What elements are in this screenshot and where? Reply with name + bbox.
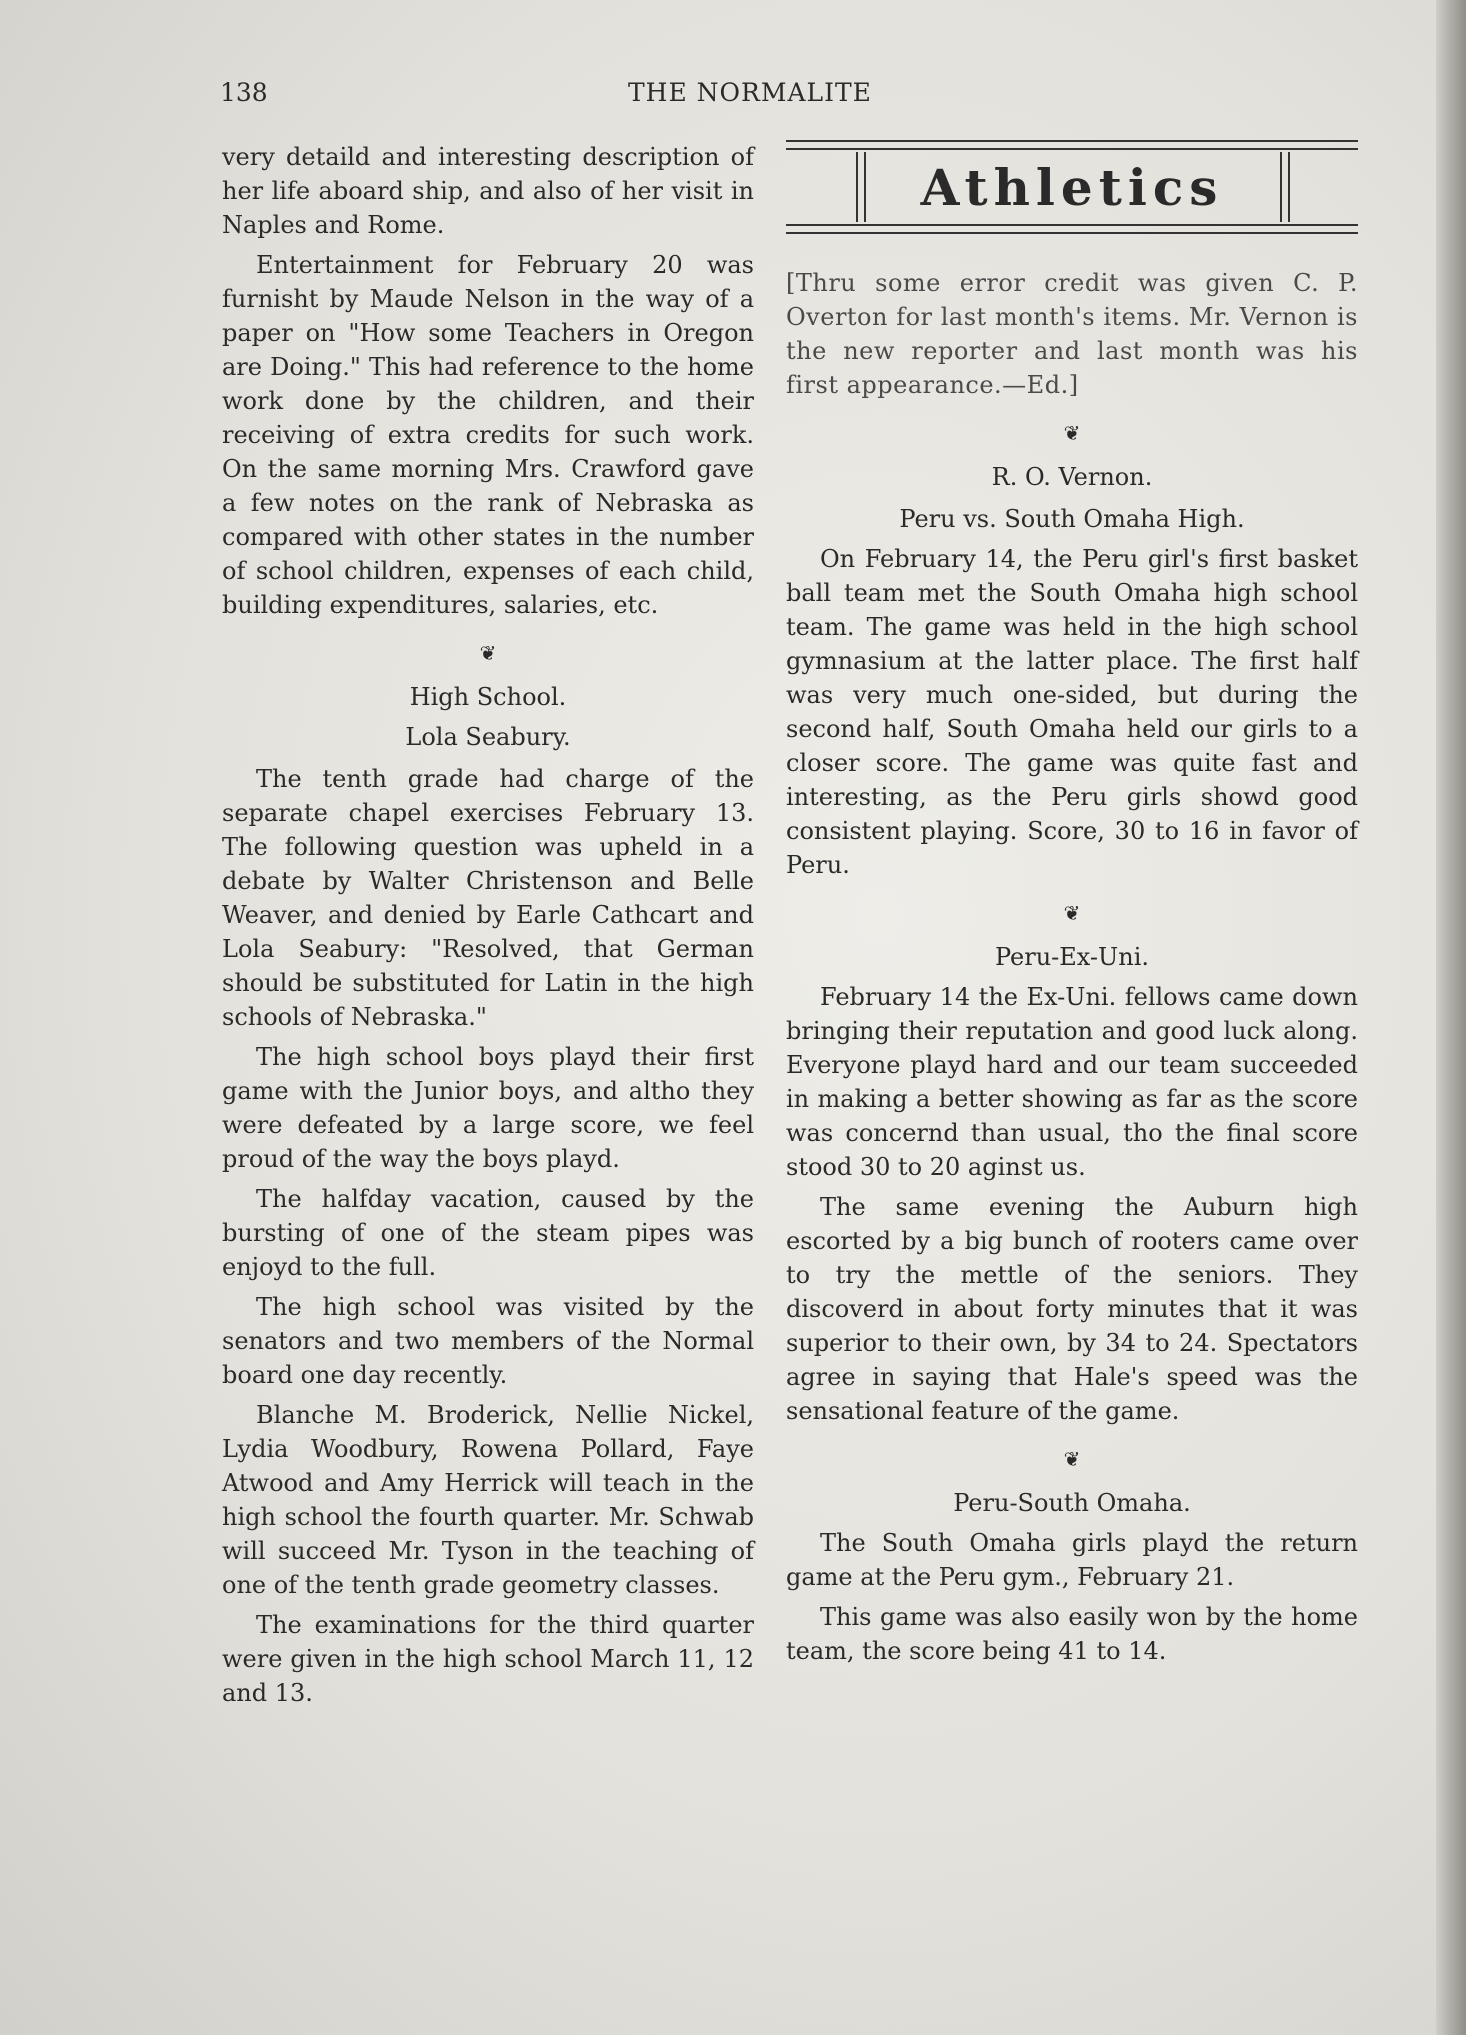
leaf-ornament: ❦: [1063, 901, 1081, 925]
banner-rule-top-inner: [786, 148, 1358, 150]
editor-note-text: [Thru some error credit was given C. P. Overton for last month's items. Mr. Vernon is the new reporter and last month was his first appearance.—Ed.]: [786, 269, 1358, 399]
game1-paragraph-1: On February 14, the Peru girl's first basket ball team met the South Omaha high school team. The game was held in the high school gymnasium at the latter place. The first half was very much one-sided, but during the second half, South Omaha held our girls to a closer score. The game was quite fast and interesting, as the Peru girls showd good consistent playing. Score, 30 to 16 in favor of Peru.: [786, 545, 1358, 879]
right-column: [786, 140, 1358, 1674]
banner-rule-bottom-inner: [786, 224, 1358, 226]
section-byline: Lola Seabury.: [405, 723, 571, 751]
banner-rule-top: [786, 140, 1358, 142]
hs-paragraph-5: Blanche M. Broderick, Nellie Nickel, Lydia Woodbury, Rowena Pollard, Faye Atwood and Amy Herrick will teach in the high school the fourth quarter. Mr. Schwab will succeed Mr. Tyson in the teaching of one of the tenth grade geometry classes.: [222, 1401, 754, 1599]
leaf-ornament: ❦: [1063, 421, 1081, 445]
page-number: 138: [220, 78, 268, 107]
left-column: [222, 140, 754, 1716]
game1-title: Peru vs. South Omaha High.: [899, 505, 1245, 533]
game2-paragraph-2: The same evening the Auburn high escorted by a big bunch of rooters came over to try the mettle of the seniors. They discoverd in about forty minutes that it was superior to their own, by 34 to 24. Spectators agree in saying that Hale's speed was the sensational feature of the game.: [786, 1193, 1358, 1425]
leaf-ornament: ❦: [479, 641, 497, 665]
running-title: THE NORMALITE: [628, 78, 872, 107]
game2-title: Peru-Ex-Uni.: [994, 943, 1150, 971]
page-header: [0, 78, 1466, 118]
intro-paragraph-1: very detaild and interesting description of her life aboard ship, and also of her visit in Naples and Rome.: [222, 143, 754, 239]
hs-paragraph-6: The examinations for the third quarter were given in the high school March 11, 12 and 13.: [222, 1611, 754, 1707]
banner-rule-bottom: [786, 232, 1358, 234]
hs-paragraph-1: The tenth grade had charge of the separate chapel exercises February 13. The following question was upheld in a debate by Walter Christenson and Belle Weaver, and denied by Earle Cathcart and Lola Seabury: "Resolved, that German should be substituted for Latin in the high schools of Nebraska.": [222, 765, 754, 1031]
editor-note: [786, 266, 1358, 402]
athletics-byline: R. O. Vernon.: [991, 463, 1153, 491]
page-edge-shadow: [1436, 0, 1466, 2035]
intro-paragraph-2: Entertainment for February 20 was furnisht by Maude Nelson in the way of a paper on "How some Teachers in Oregon are Doing." This had reference to the home work done by the children, and their receiving of extra credits for such work. On the same morning Mrs. Crawford gave a few notes on the rank of Nebraska as compared with other states in the number of school children, expenses of each child, building expenditures, salaries, etc.: [222, 251, 754, 619]
game2-paragraph-1: February 14 the Ex-Uni. fellows came down bringing their reputation and good luck along. Everyone playd hard and our team succeeded in making a better showing as far as the score was concernd than usual, tho the final score stood 30 to 20 aginst us.: [786, 983, 1358, 1181]
game3-paragraph-2: This game was also easily won by the home team, the score being 41 to 14.: [786, 1603, 1358, 1665]
hs-paragraph-2: The high school boys playd their first game with the Junior boys, and altho they were defeated by a large score, we feel proud of the way the boys playd.: [222, 1043, 754, 1173]
athletics-title: Athletics: [920, 158, 1224, 217]
hs-paragraph-3: The halfday vacation, caused by the bursting of one of the steam pipes was enjoyd to the full.: [222, 1185, 754, 1281]
athletics-banner: [786, 140, 1358, 236]
leaf-ornament: ❦: [1063, 1447, 1081, 1471]
game3-paragraph-1: The South Omaha girls playd the return game at the Peru gym., February 21.: [786, 1529, 1358, 1591]
hs-paragraph-4: The high school was visited by the senators and two members of the Normal board one day recently.: [222, 1293, 754, 1389]
section-title-high-school: High School.: [409, 683, 567, 711]
game3-title: Peru-South Omaha.: [953, 1489, 1191, 1517]
